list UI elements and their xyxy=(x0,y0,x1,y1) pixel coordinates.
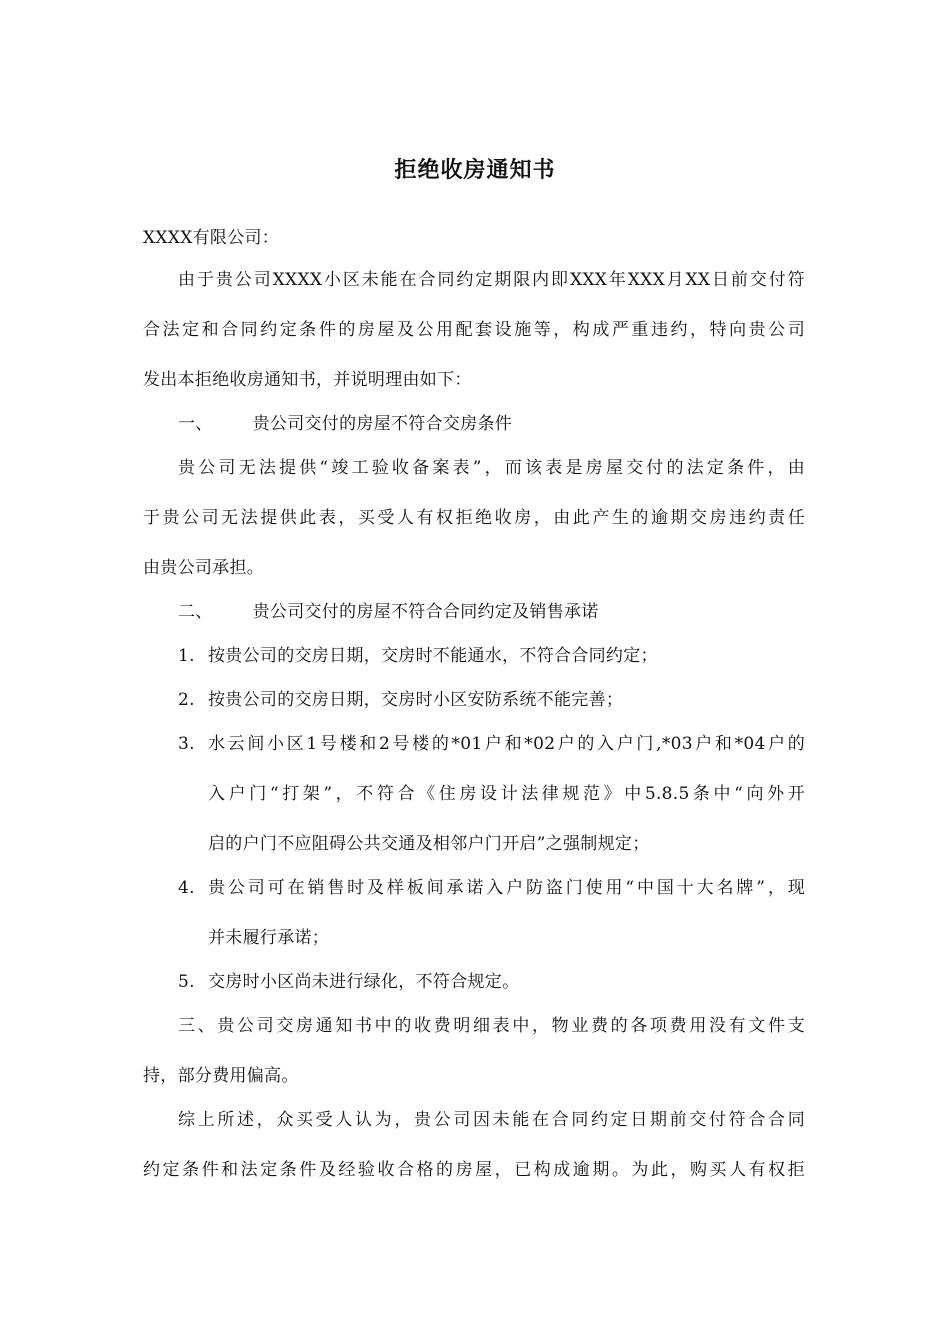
conclusion-line-1: 综上所述，众买受人认为，贵公司因未能在合同约定日期前交付符合合同 xyxy=(178,1110,805,1130)
list-item-number: 1. xyxy=(178,646,195,666)
list-item-3-line-3: 启的户门不应阻碍公共交通及相邻户门开启”之强制规定； xyxy=(208,834,650,854)
list-item-number: 4. xyxy=(178,878,195,898)
list-item-number: 2. xyxy=(178,690,195,710)
list-item-5 xyxy=(178,970,519,994)
section2-heading-text: 贵公司交付的房屋不符合合同约定及销售承诺 xyxy=(252,602,599,622)
list-item-text: 水云间小区1号楼和2号楼的*01户和*02户的入户门,*03户和*04户的 xyxy=(208,734,805,754)
section1-line-3: 由贵公司承担。 xyxy=(143,558,265,578)
section3-line-2: 持，部分费用偏高。 xyxy=(143,1066,299,1086)
list-item-text: 按贵公司的交房日期，交房时小区安防系统不能完善； xyxy=(208,690,624,710)
section1-heading-text: 贵公司交付的房屋不符合交房条件 xyxy=(252,414,513,434)
list-item-text: 按贵公司的交房日期，交房时不能通水，不符合合同约定； xyxy=(208,646,658,666)
list-item-number: 5. xyxy=(178,972,195,992)
intro-line-3: 发出本拒绝收房通知书，并说明理由如下： xyxy=(143,370,472,390)
list-item-4 xyxy=(178,876,805,900)
section3-line-1: 三、贵公司交房通知书中的收费明细表中，物业费的各项费用没有文件支 xyxy=(178,1016,805,1036)
list-item-3-line-2: 入户门“打架”，不符合《住房设计法律规范》中5.8.5条中“向外开 xyxy=(208,784,805,804)
intro-line-2: 合法定和合同约定条件的房屋及公用配套设施等，构成严重违约，特向贵公司 xyxy=(143,320,805,340)
list-item-2 xyxy=(178,688,623,712)
list-item-4-line-2: 并未履行承诺； xyxy=(208,928,330,948)
salutation: XXXX有限公司： xyxy=(143,228,280,248)
list-item-text: 交房时小区尚未进行绿化，不符合规定。 xyxy=(208,972,520,992)
section1-marker: 一、 xyxy=(178,414,213,434)
section1-line-2: 于贵公司无法提供此表，买受人有权拒绝收房，由此产生的逾期交房违约责任 xyxy=(143,508,805,528)
section2-marker: 二、 xyxy=(178,602,213,622)
section1-line-1: 贵公司无法提供“竣工验收备案表”，而该表是房屋交付的法定条件，由 xyxy=(178,458,805,478)
section1-heading xyxy=(178,412,512,436)
list-item-1 xyxy=(178,644,658,668)
list-item-3 xyxy=(178,732,805,756)
list-item-number: 3. xyxy=(178,734,195,754)
intro-line-1: 由于贵公司XXXX小区未能在合同约定期限内即XXX年XXX月XX日前交付符 xyxy=(178,270,805,290)
section2-heading xyxy=(178,600,599,624)
list-item-text: 贵公司可在销售时及样板间承诺入户防盗门使用“中国十大名牌”，现 xyxy=(208,878,805,898)
conclusion-line-2: 约定条件和法定条件及经验收合格的房屋，已构成逾期。为此，购买人有权拒 xyxy=(143,1160,805,1180)
document-title: 拒绝收房通知书 xyxy=(394,157,556,183)
